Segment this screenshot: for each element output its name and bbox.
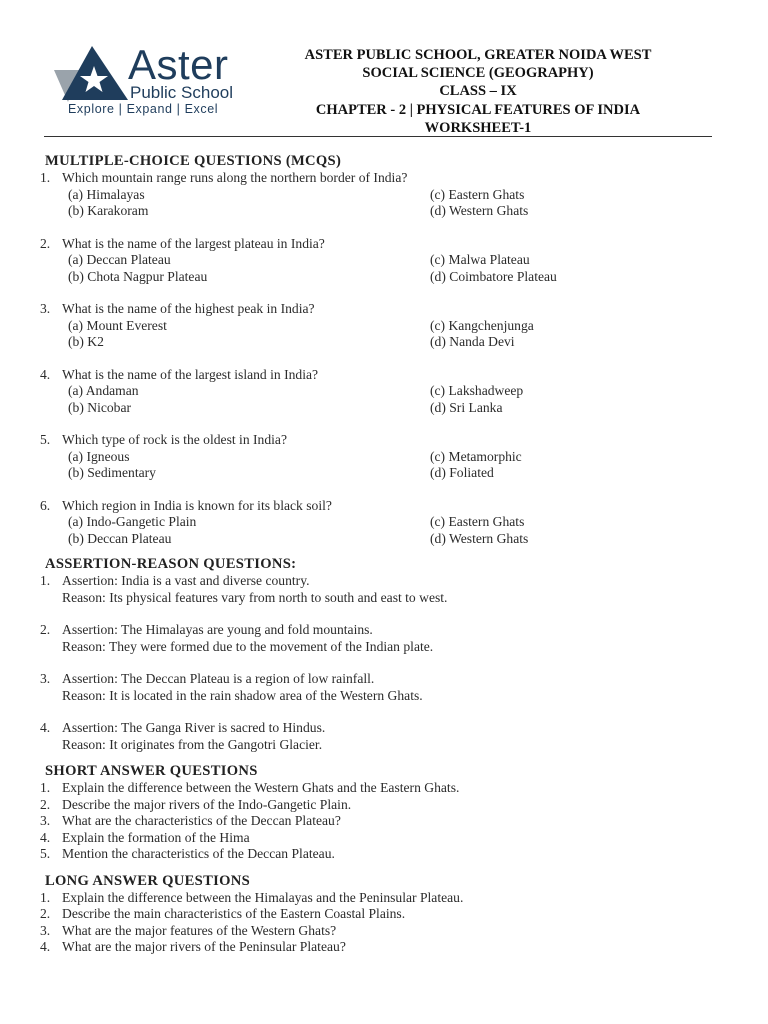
option-b: (b) Karakoram	[68, 203, 149, 218]
question-number: 1.	[40, 170, 51, 185]
option-b: (b) Nicobar	[68, 399, 132, 415]
assertion-reason-question	[40, 720, 730, 753]
subject: SOCIAL SCIENCE (GEOGRAPHY)	[362, 65, 594, 82]
question-text: What is the name of the highest peak in India?	[62, 301, 315, 316]
option-d: (d) Foliated	[430, 465, 494, 480]
school-logo	[54, 41, 244, 118]
mcq-question	[40, 432, 730, 482]
question-number: 2.	[40, 906, 51, 921]
option-c: (c) Metamorphic	[430, 448, 522, 464]
mcq-question	[40, 367, 730, 417]
mcq-question	[40, 301, 730, 351]
assertion-text: Assertion: India is a vast and diverse country.	[62, 573, 310, 588]
question-text: What is the name of the largest island in India?	[62, 366, 319, 382]
question-number: 4.	[40, 366, 51, 382]
option-a: (a) Mount Everest	[68, 317, 167, 333]
long-answer-question	[40, 923, 730, 940]
star-triangle-logo-icon	[54, 44, 134, 102]
assertion-reason-question	[40, 622, 730, 655]
question-text: Describe the main characteristics of the Eastern Coastal Plains.	[62, 906, 406, 921]
reason-text: Reason: Its physical features vary from north to south and east to west.	[62, 589, 448, 605]
question-number: 3.	[40, 922, 51, 938]
short-answer-question	[40, 797, 730, 814]
options	[40, 514, 730, 547]
question-text: Explain the formation of the Hima	[62, 829, 250, 845]
long-answer-question	[40, 906, 730, 923]
logo-subtitle: Public School	[130, 83, 234, 102]
mcq-question	[40, 236, 730, 286]
logo-name: Aster	[128, 41, 229, 88]
short-answer-question	[40, 846, 730, 863]
options	[40, 383, 730, 416]
mcq-question	[40, 170, 730, 220]
option-d: (d) Nanda Devi	[430, 334, 515, 349]
option-d: (d) Western Ghats	[430, 530, 529, 546]
option-c: (c) Eastern Ghats	[430, 514, 525, 529]
header-divider	[44, 136, 712, 137]
option-a: (a) Himalayas	[68, 186, 145, 202]
question-text: What is the name of the largest plateau in India?	[62, 235, 325, 251]
question-number: 3.	[40, 301, 51, 316]
option-c: (c) Kangchenjunga	[430, 317, 534, 333]
short-answer-question	[40, 813, 730, 830]
question-number: 1.	[40, 889, 51, 905]
assertion-reason-question	[40, 573, 730, 606]
question-text: Describe the major rivers of the Indo-Gangetic Plain.	[62, 796, 352, 812]
option-a: (a) Andaman	[68, 383, 139, 398]
question-text: Mention the characteristics of the Deccan Plateau.	[62, 846, 335, 861]
question-number: 3.	[40, 671, 51, 686]
question-number: 3.	[40, 813, 51, 828]
long-answer-question	[40, 890, 730, 907]
options	[40, 449, 730, 482]
question-number: 4.	[40, 829, 51, 845]
short-answer-heading: SHORT ANSWER QUESTIONS	[45, 763, 258, 779]
long-answer-question	[40, 939, 730, 956]
question-text: What are the major rivers of the Peninsular Plateau?	[62, 939, 346, 954]
option-a: (a) Deccan Plateau	[68, 252, 171, 267]
option-d: (d) Sri Lanka	[430, 399, 503, 415]
worksheet-content	[40, 152, 730, 956]
option-c: (c) Eastern Ghats	[430, 186, 525, 202]
question-text: Explain the difference between the Western Ghats and the Eastern Ghats.	[62, 780, 460, 795]
option-d: (d) Western Ghats	[430, 203, 529, 218]
question-number: 1.	[40, 573, 51, 588]
option-b: (b) K2	[68, 334, 104, 349]
question-text: What are the characteristics of the Deccan Plateau?	[62, 813, 341, 828]
mcq-heading: MULTIPLE-CHOICE QUESTIONS (MCQS)	[45, 153, 342, 169]
question-number: 2.	[40, 622, 51, 637]
mcq-question	[40, 498, 730, 548]
assertion-reason-question	[40, 671, 730, 704]
question-text: What are the major features of the Western Ghats?	[62, 922, 337, 938]
worksheet-header	[268, 46, 688, 137]
class-label: CLASS – IX	[439, 83, 517, 100]
options	[40, 252, 730, 285]
question-number: 1.	[40, 780, 51, 795]
question-number: 4.	[40, 939, 51, 954]
question-number: 2.	[40, 796, 51, 812]
school-name: ASTER PUBLIC SCHOOL, GREATER NOIDA WEST	[304, 47, 652, 63]
reason-text: Reason: It is located in the rain shadow area of the Western Ghats.	[62, 687, 423, 703]
option-b: (b) Sedimentary	[68, 465, 156, 480]
worksheet-number: WORKSHEET-1	[424, 119, 532, 136]
assertion-text: Assertion: The Himalayas are young and fold mountains.	[62, 622, 373, 637]
reason-text: Reason: It originates from the Gangotri Glacier.	[62, 736, 323, 752]
assertion-text: Assertion: The Ganga River is sacred to Hindus.	[62, 720, 326, 735]
assertion-text: Assertion: The Deccan Plateau is a region of low rainfall.	[62, 671, 375, 686]
long-answer-heading: LONG ANSWER QUESTIONS	[45, 872, 250, 889]
option-a: (a) Indo-Gangetic Plain	[68, 514, 197, 529]
options	[40, 318, 730, 351]
question-number: 2.	[40, 235, 51, 251]
question-text: Which type of rock is the oldest in India?	[62, 432, 287, 447]
short-answer-question	[40, 830, 730, 847]
question-text: Explain the difference between the Himalayas and the Peninsular Plateau.	[62, 889, 464, 905]
question-number: 5.	[40, 432, 51, 447]
assertion-reason-heading: ASSERTION-REASON QUESTIONS:	[45, 556, 297, 572]
question-text: Which mountain range runs along the northern border of India?	[62, 170, 408, 185]
question-number: 6.	[40, 497, 51, 513]
logo-tagline: Explore | Expand | Excel	[68, 102, 219, 116]
question-number: 5.	[40, 846, 51, 861]
chapter-title: CHAPTER - 2 | PHYSICAL FEATURES OF INDIA	[315, 101, 641, 118]
question-text: Which region in India is known for its black soil?	[62, 497, 332, 513]
reason-text: Reason: They were formed due to the movement of the Indian plate.	[62, 638, 434, 654]
option-b: (b) Deccan Plateau	[68, 530, 172, 546]
option-c: (c) Malwa Plateau	[430, 252, 530, 267]
question-number: 4.	[40, 720, 51, 735]
option-c: (c) Lakshadweep	[430, 383, 524, 398]
option-d: (d) Coimbatore Plateau	[430, 268, 557, 284]
options	[40, 187, 730, 220]
option-a: (a) Igneous	[68, 448, 130, 464]
option-b: (b) Chota Nagpur Plateau	[68, 268, 208, 284]
short-answer-question	[40, 780, 730, 797]
